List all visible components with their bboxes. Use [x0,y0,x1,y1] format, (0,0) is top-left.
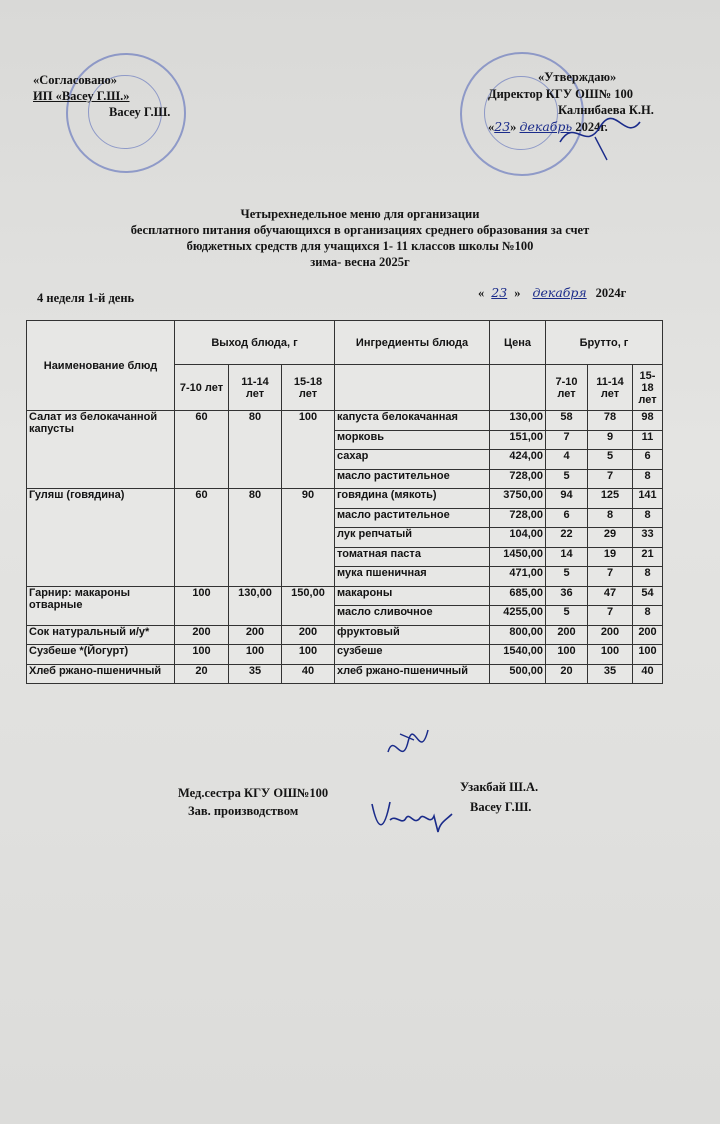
doc-date-day: 23 [491,285,508,300]
gross-age1: 14 [546,547,588,567]
ingredient-name: сузбеше [335,645,490,665]
ingredient-price: 130,00 [490,411,546,431]
doc-date-month: декабря [532,285,587,300]
nurse-signature [380,722,440,782]
yield-age1: 20 [175,664,229,684]
yield-age2: 80 [229,489,282,587]
header-gross-age2: 11-14 лет [588,365,633,411]
header-dish-name: Наименование блюд [27,321,175,411]
table-row [27,664,663,684]
gross-age3: 6 [633,450,663,470]
table-row [27,586,663,606]
gross-age1: 36 [546,586,588,606]
nurse-name: Узакбай Ш.А. [460,780,539,794]
document-title [0,206,720,270]
gross-age2: 7 [588,469,633,489]
menu-table [26,320,663,684]
gross-age1: 20 [546,664,588,684]
gross-age2: 78 [588,411,633,431]
ingredient-name: масло сливочное [335,606,490,626]
ingredient-name: масло растительное [335,508,490,528]
ingredient-price: 800,00 [490,625,546,645]
gross-age2: 5 [588,450,633,470]
approval-right-line1: «Утверждаю» [538,70,617,84]
dish-name: Сок натуральный и/у* [27,625,175,645]
production-signature [368,792,458,838]
document-date: « 23 » декабря 2024г [478,285,627,300]
gross-age1: 6 [546,508,588,528]
gross-age3: 40 [633,664,663,684]
header-gross: Брутто, г [546,321,663,365]
gross-age3: 98 [633,411,663,431]
gross-age2: 100 [588,645,633,665]
gross-age3: 21 [633,547,663,567]
yield-age2: 200 [229,625,282,645]
gross-age1: 94 [546,489,588,509]
gross-age3: 100 [633,645,663,665]
prod-title: Зав. производством [188,804,299,818]
yield-age1: 60 [175,411,229,489]
ingredient-price: 424,00 [490,450,546,470]
dish-name: Салат из белокачанной капусты [27,411,175,489]
approval-date-year: 2024г. [575,119,608,134]
approval-right-line2: Директор КГУ ОШ№ 100 [488,86,634,101]
ingredient-price: 500,00 [490,664,546,684]
gross-age2: 7 [588,567,633,587]
yield-age3: 100 [282,645,335,665]
dish-name: Гарнир: макароны отварные [27,586,175,625]
gross-age1: 22 [546,528,588,548]
yield-age2: 80 [229,411,282,489]
ingredient-price: 3750,00 [490,489,546,509]
header-ingredients: Ингредиенты блюда [335,321,490,365]
ingredient-price: 728,00 [490,508,546,528]
table-row [27,411,663,431]
approval-date-month: декабрь [519,118,573,134]
ingredient-name: морковь [335,430,490,450]
gross-age2: 9 [588,430,633,450]
ingredient-name: говядина (мякоть) [335,489,490,509]
gross-age2: 47 [588,586,633,606]
header-yield-age1: 7-10 лет [175,365,229,411]
ingredient-name: макароны [335,586,490,606]
dish-name: Гуляш (говядина) [27,489,175,587]
nurse-title: Мед.сестра КГУ ОШ№100 [178,786,329,800]
gross-age1: 100 [546,645,588,665]
yield-age3: 150,00 [282,586,335,625]
yield-age1: 100 [175,586,229,625]
dish-name: Хлеб ржано-пшеничный [27,664,175,684]
yield-age3: 200 [282,625,335,645]
gross-age3: 8 [633,567,663,587]
gross-age3: 11 [633,430,663,450]
week-label: 4 неделя 1-й день [37,291,135,305]
ingredient-price: 151,00 [490,430,546,450]
header-yield-age2: 11-14 лет [229,365,282,411]
yield-age2: 100 [229,645,282,665]
yield-age1: 60 [175,489,229,587]
gross-age3: 8 [633,469,663,489]
gross-age2: 19 [588,547,633,567]
ingredient-price: 1540,00 [490,645,546,665]
ingredient-name: мука пшеничная [335,567,490,587]
ingredient-name: капуста белокачанная [335,411,490,431]
approval-left-line1: «Согласовано» [33,73,118,87]
header-yield: Выход блюда, г [175,321,335,365]
gross-age3: 200 [633,625,663,645]
prod-name: Васеу Г.Ш. [470,800,532,814]
title-line3: бюджетных средств для учащихся 1- 11 классов школы №100 [186,239,534,253]
ingredient-price: 728,00 [490,469,546,489]
ingredient-price: 471,00 [490,567,546,587]
gross-age1: 5 [546,567,588,587]
director-signature [555,112,645,162]
doc-date-year: 2024г [595,286,627,300]
title-line4: зима- весна 2025г [310,255,410,269]
ingredient-price: 104,00 [490,528,546,548]
yield-age3: 90 [282,489,335,587]
gross-age1: 7 [546,430,588,450]
gross-age2: 8 [588,508,633,528]
gross-age1: 58 [546,411,588,431]
approval-right-line3: Калнибаева К.Н. [558,103,654,117]
ingredient-name: фруктовый [335,625,490,645]
ingredient-name: хлеб ржано-пшеничный [335,664,490,684]
yield-age3: 40 [282,664,335,684]
header-yield-age3: 15-18 лет [282,365,335,411]
table-row [27,489,663,509]
gross-age2: 7 [588,606,633,626]
gross-age2: 125 [588,489,633,509]
approval-left-line2: ИП «Васеу Г.Ш.» [33,89,130,103]
header-gross-age1: 7-10 лет [546,365,588,411]
approval-right-date: «23» декабрь 2024г. [488,118,608,134]
dish-name: Сузбеше *(Йогурт) [27,645,175,665]
ingredient-price: 685,00 [490,586,546,606]
approval-date-day: 23 [494,118,511,134]
header-price: Цена [490,321,546,365]
gross-age3: 8 [633,508,663,528]
gross-age3: 33 [633,528,663,548]
ingredient-price: 4255,00 [490,606,546,626]
title-line2: бесплатного питания обучающихся в организациях среднего образования за счет [130,223,590,237]
gross-age2: 29 [588,528,633,548]
table-row [27,625,663,645]
yield-age1: 100 [175,645,229,665]
yield-age1: 200 [175,625,229,645]
gross-age1: 5 [546,469,588,489]
approval-left [33,72,170,120]
yield-age2: 35 [229,664,282,684]
gross-age1: 4 [546,450,588,470]
gross-age3: 141 [633,489,663,509]
header-gross-age3: 15-18 лет [633,365,663,411]
gross-age2: 35 [588,664,633,684]
menu-table-body [27,411,663,684]
ingredient-price: 1450,00 [490,547,546,567]
yield-age3: 100 [282,411,335,489]
header-ingredients-empty [335,365,490,411]
ingredient-name: лук репчатый [335,528,490,548]
gross-age2: 200 [588,625,633,645]
ingredient-name: томатная паста [335,547,490,567]
title-line1: Четырехнедельное меню для организации [240,207,480,221]
gross-age3: 8 [633,606,663,626]
yield-age2: 130,00 [229,586,282,625]
approval-left-line3: Васеу Г.Ш. [109,105,171,119]
gross-age1: 200 [546,625,588,645]
gross-age1: 5 [546,606,588,626]
gross-age3: 54 [633,586,663,606]
ingredient-name: масло растительное [335,469,490,489]
header-price-empty [490,365,546,411]
ingredient-name: сахар [335,450,490,470]
table-row [27,645,663,665]
